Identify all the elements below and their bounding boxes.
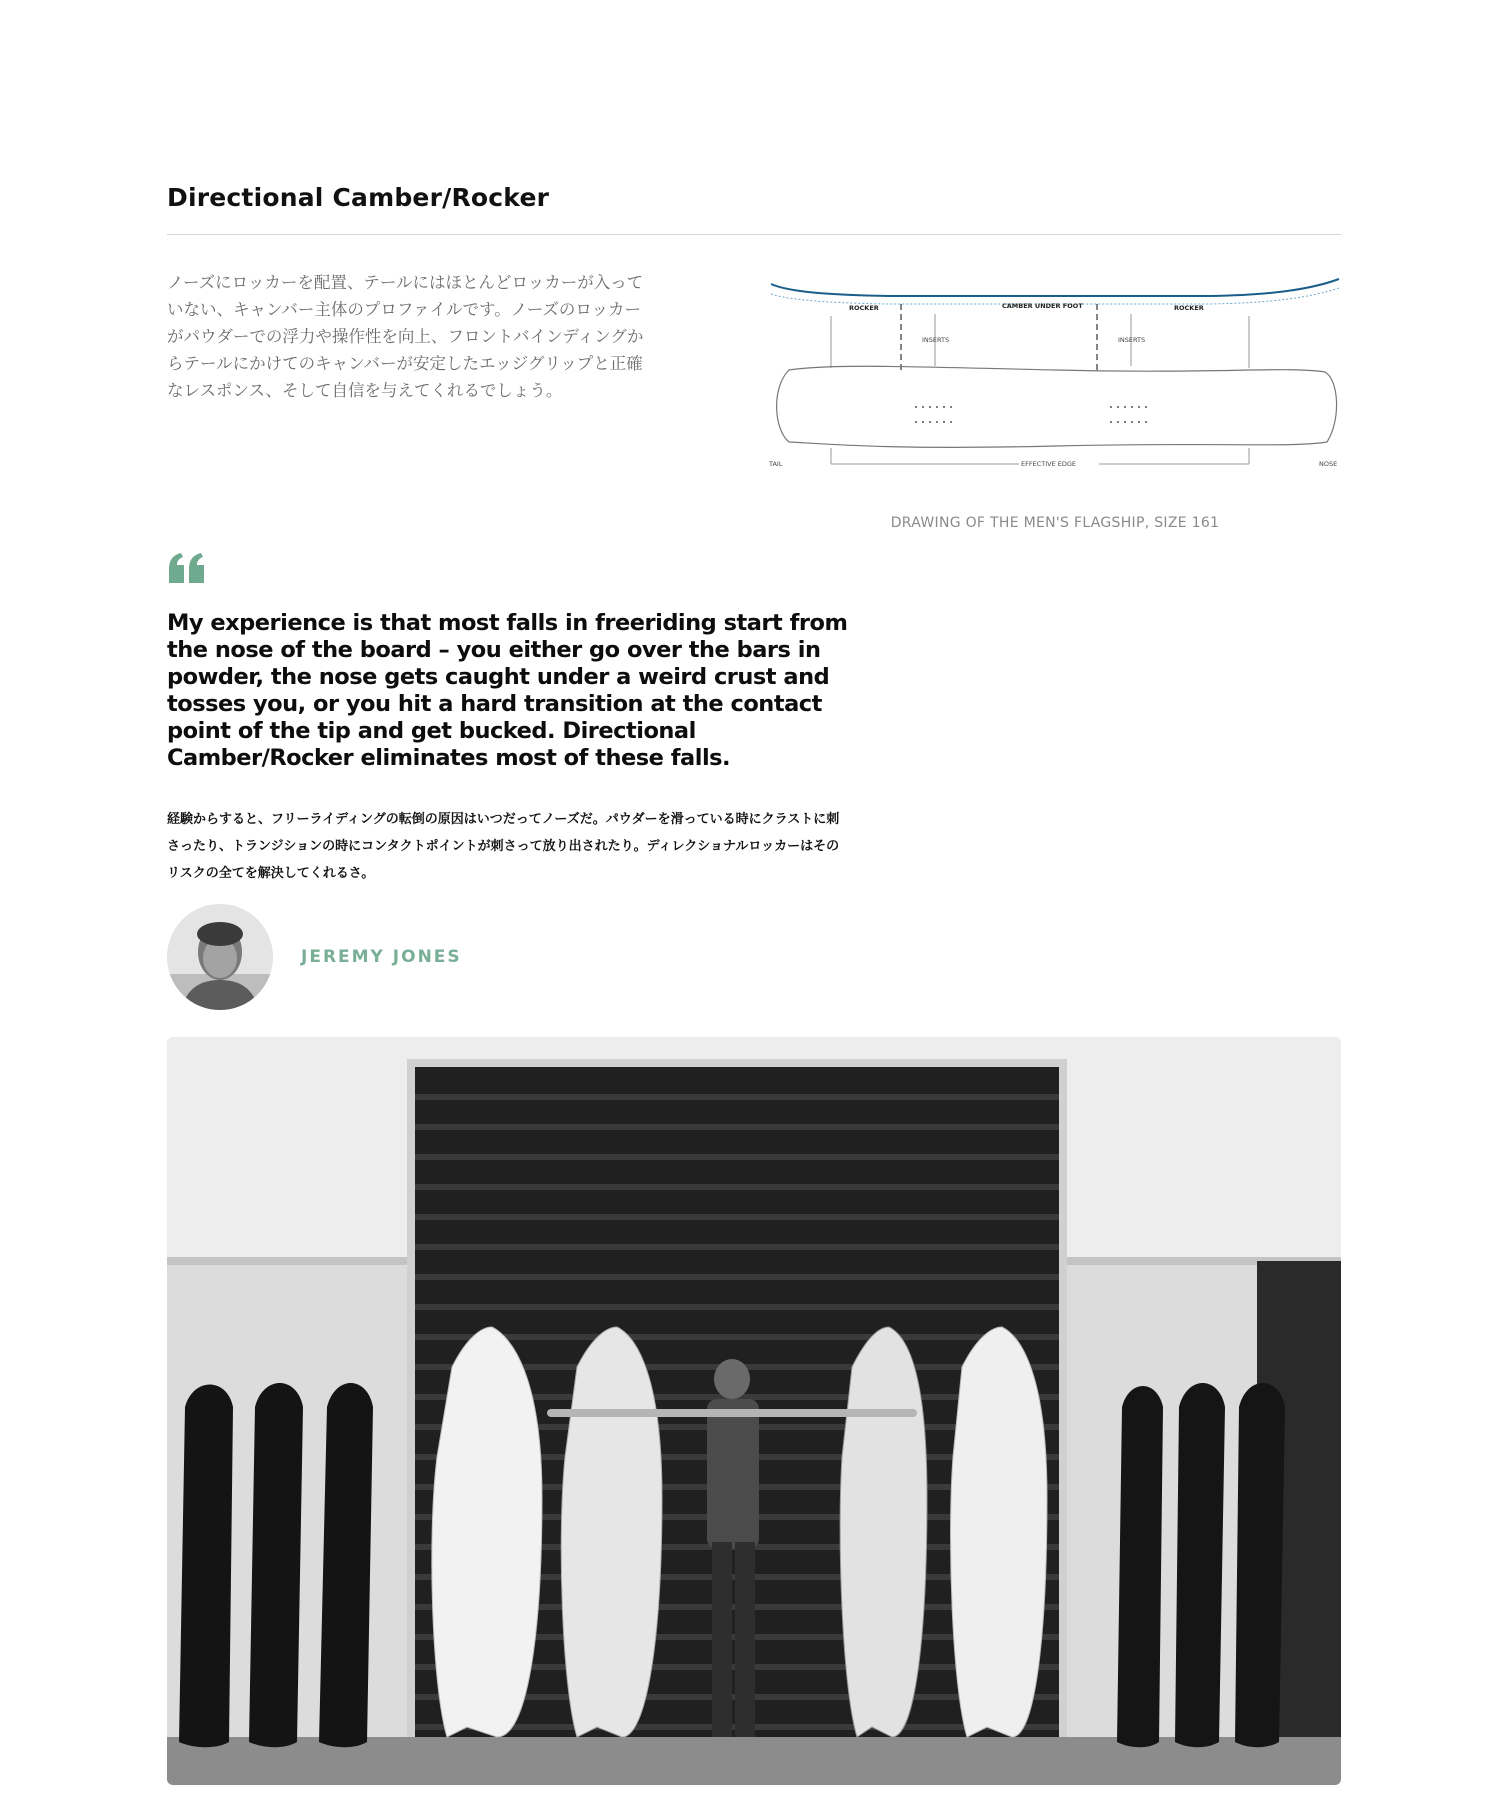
effective-edge-label: EFFECTIVE EDGE [1021, 460, 1076, 468]
team-photo [167, 1037, 1341, 1785]
inserts-right-label: INSERTS [1118, 336, 1146, 344]
author-name: JEREMY JONES [301, 947, 462, 967]
rocker-left-label: ROCKER [849, 304, 879, 312]
inserts-left-label: INSERTS [922, 336, 950, 344]
avatar [167, 904, 273, 1010]
nose-label: NOSE [1319, 460, 1338, 468]
profile-description: ノーズにロッカーを配置、テールにはほとんどロッカーが入っていない、キャンバー主体のプロファイルです。ノーズのロッカーがパウダーでの浮力や操作性を向上、フロントバインディングからテールにかけてのキャンバーが安定したエッジグリップと正確なレスポンス、そして自信を与えてくれるでしょう。 [167, 273, 644, 400]
rocker-right-label: ROCKER [1174, 304, 1204, 312]
insert-holes-left [915, 406, 952, 423]
camber-label: CAMBER UNDER FOOT [1002, 302, 1083, 310]
divider [167, 234, 1341, 235]
section-title: Directional Camber/Rocker [167, 183, 550, 212]
board-profile-diagram [769, 270, 1341, 490]
insert-holes-right [1110, 406, 1147, 423]
quote-japanese: 経験からすると、フリーライディングの転倒の原因はいつだってノーズだ。パウダーを滑っている時にクラストに刺さったり、トランジションの時にコンタクトポイントが刺さって放り出されたり。ディレクショナルロッカーはそのリスクの全てを解決してくれるさ。 [167, 812, 840, 881]
quote-author [167, 904, 462, 1010]
diagram-caption: DRAWING OF THE MEN'S FLAGSHIP, SIZE 161 [890, 515, 1220, 531]
tail-label: TAIL [769, 460, 783, 468]
quote-icon [167, 553, 207, 583]
quote-english: My experience is that most falls in freeriding start from the nose of the board – you either go over the bars in powder, the nose gets caught under a weird crust and tosses you, or you hit a hard transition at the contact point of the tip and get bucked. Directional Camber/Rocker eliminates most of these falls. [167, 610, 848, 771]
